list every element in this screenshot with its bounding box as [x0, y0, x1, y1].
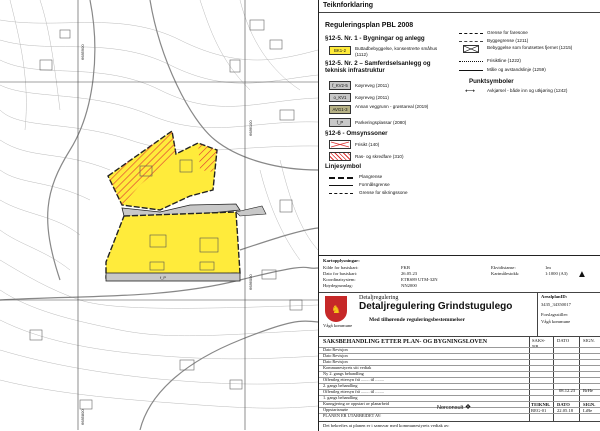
sign-label: SIGN.: [583, 402, 596, 407]
arealplan-id-value: 3435_34350017: [541, 302, 571, 307]
plan-title: Detaljregulering Grindstugulego: [359, 301, 513, 312]
footer-text: Det bekreftes at planen er i samsvar med kommunestyrets vedtak av:: [323, 423, 450, 428]
legend-swatch-avg: AVG1-3: [329, 105, 351, 114]
section-title: Linjesymbol: [325, 163, 362, 170]
sign-value: LiBe: [583, 408, 593, 413]
saks-row: 1. gangs behandling: [323, 395, 358, 400]
legend-label: Annan veggrunn - grøntareal (2019): [355, 104, 429, 109]
teikn-value: REG-01: [531, 408, 547, 413]
kommune-coat-of-arms-icon: ♞: [325, 296, 347, 322]
saks-row: Dato Revisjon: [323, 353, 348, 358]
sikringssone-symbol: [329, 193, 353, 194]
legend-swatch-ras: [329, 152, 351, 161]
kart-key: Kartmålestokk:: [491, 271, 520, 276]
kart-key: Koordinatsystem:: [323, 277, 356, 282]
legend-label: Køyreveg (2011): [355, 95, 389, 100]
norconsult-diamond-icon: ❖: [464, 404, 472, 411]
legend-label: Køyreveg (2011): [355, 83, 389, 88]
kart-key: Kilde for basiskart:: [323, 265, 359, 270]
section-title: §12-6 - Omsynssoner: [325, 130, 388, 137]
legend-label: Grense for faresone: [487, 30, 528, 35]
saks-col-header: SIGN.: [583, 338, 595, 343]
legend-swatch-okv: o_KV1: [329, 93, 351, 102]
faresone-symbol: [459, 33, 483, 34]
saks-row: Kommunestyrets sitt vedtak: [323, 365, 372, 370]
saks-row: 2. gangs behandling: [323, 383, 358, 388]
kart-value: ETRS89 UTM-32N: [401, 277, 438, 282]
saks-row: PLANEN ER UTARBEIDET AV:: [323, 413, 382, 418]
dato-label: DATO: [557, 402, 570, 407]
legend-swatch-kv: f_KV2-5: [329, 81, 351, 90]
grid-coord-label: 6686000: [248, 274, 253, 290]
legend-label: Buttadbebyggelse, konsentrerte småhus (1112): [355, 46, 438, 57]
saks-col-header: SAKS-NR.: [532, 338, 546, 349]
legend-label: Plangrense: [359, 174, 383, 179]
saks-row: Ny 2. gangs behandling: [323, 371, 364, 376]
kart-value: 26.05.23: [401, 271, 418, 276]
kart-key: Ekvidistanse:: [491, 265, 516, 270]
kommune-name: Vågå kommune: [323, 323, 353, 328]
kunngjering-date: 08.12.23: [559, 388, 576, 393]
saks-row: Offentleg ettersyn frå ........ til ........: [323, 377, 384, 382]
title-block: [318, 255, 600, 431]
kunngjering-sign: BrHe: [583, 388, 593, 393]
frisiktline-symbol: [459, 61, 483, 62]
legend-panel: [318, 0, 600, 255]
legend-swatch-frisikt: [329, 140, 351, 149]
arealplan-id-label: ArealplanID:: [541, 294, 568, 299]
saks-row: Oppstartsmøte: [323, 407, 349, 412]
fjernet-symbol: [463, 45, 479, 53]
legend-label: Avkjørsel - både inn og utkjøring (1242): [487, 88, 568, 93]
byggegrense-symbol: [459, 41, 483, 42]
kart-value: NN2000: [401, 283, 417, 288]
legend-label: Grense for sikringssone: [359, 190, 408, 195]
maleline-symbol: [459, 70, 483, 71]
kart-key: Dato for basiskart:: [323, 271, 358, 276]
forslagsstiller-value: Vågå kommune: [541, 319, 571, 324]
legend-label: Bebyggelse som forutsettes fjernet (1215): [487, 45, 573, 50]
kart-heading: Kartopplysningar:: [323, 258, 360, 263]
legend-swatch-p: f_P: [329, 118, 351, 127]
legend-label: Frisikt (140): [355, 142, 380, 147]
legend-label: Byggegrense (1211): [487, 38, 529, 43]
teikn-label: TEIKNR.: [531, 402, 551, 407]
forslagsstiller-label: Forslagsstiller:: [541, 312, 569, 317]
kart-value: 1:1000 (A3): [545, 271, 568, 276]
kart-value: 1m: [545, 265, 551, 270]
norconsult-logo: Norconsult ❖: [437, 404, 472, 411]
formalsgrense-symbol: [329, 185, 353, 186]
plan-subtitle: Detaljregulering: [359, 295, 399, 301]
saks-row: Offentleg ettersyn frå ........ til ........: [323, 389, 384, 394]
section-title: §12-5. Nr. 2 – Samferdselsanlegg og teknisk infrastruktur: [325, 60, 431, 74]
saks-header: SAKSBEHANDLING ETTER PLAN- OG BYGNINGSLOVEN: [323, 339, 488, 345]
saks-row: Kunngjering av oppstart av planarbeid: [323, 401, 390, 406]
saks-col-header: DATO: [557, 338, 570, 343]
legend-swatch-bk: BK1-2: [329, 46, 351, 55]
avkjorsel-arrow-icon: ⟷: [465, 88, 476, 95]
saks-row: Dato Revisjon: [323, 359, 348, 364]
grid-coord-label: 6686100: [248, 120, 253, 136]
plangrense-symbol: [329, 177, 353, 179]
section-title: Punktsymboler: [469, 78, 514, 85]
legend-label: Måle og avstandslinje (1259): [487, 67, 546, 72]
legend-label: Ras- og skredfare (310): [355, 154, 404, 159]
section-title: §12-5. Nr. 1 - Bygningar og anlegg: [325, 35, 425, 42]
plan-description: Med tilhørende reguleringsbestemmelser: [369, 317, 466, 323]
dato-value: 22.05.18: [557, 408, 574, 413]
plan-title: Reguleringsplan PBL 2008: [325, 22, 414, 29]
grid-coord-label: 6685800: [80, 409, 85, 425]
legend-label: Frisiktline (1222): [487, 58, 521, 63]
kart-key: Høydegrunnlag:: [323, 283, 353, 288]
legend-label: Formålsgrense: [359, 182, 390, 187]
saks-row: Dato Revisjon: [323, 347, 348, 352]
parcel-label: f_P: [160, 275, 167, 280]
legend-title: Teiknforklaring: [323, 2, 374, 9]
north-arrow-icon: ▲: [577, 269, 587, 280]
grid-coord-label: 6685900: [80, 44, 85, 60]
kart-value: FKB: [401, 265, 410, 270]
legend-label: Parkeringsplassar (2080): [355, 120, 407, 125]
